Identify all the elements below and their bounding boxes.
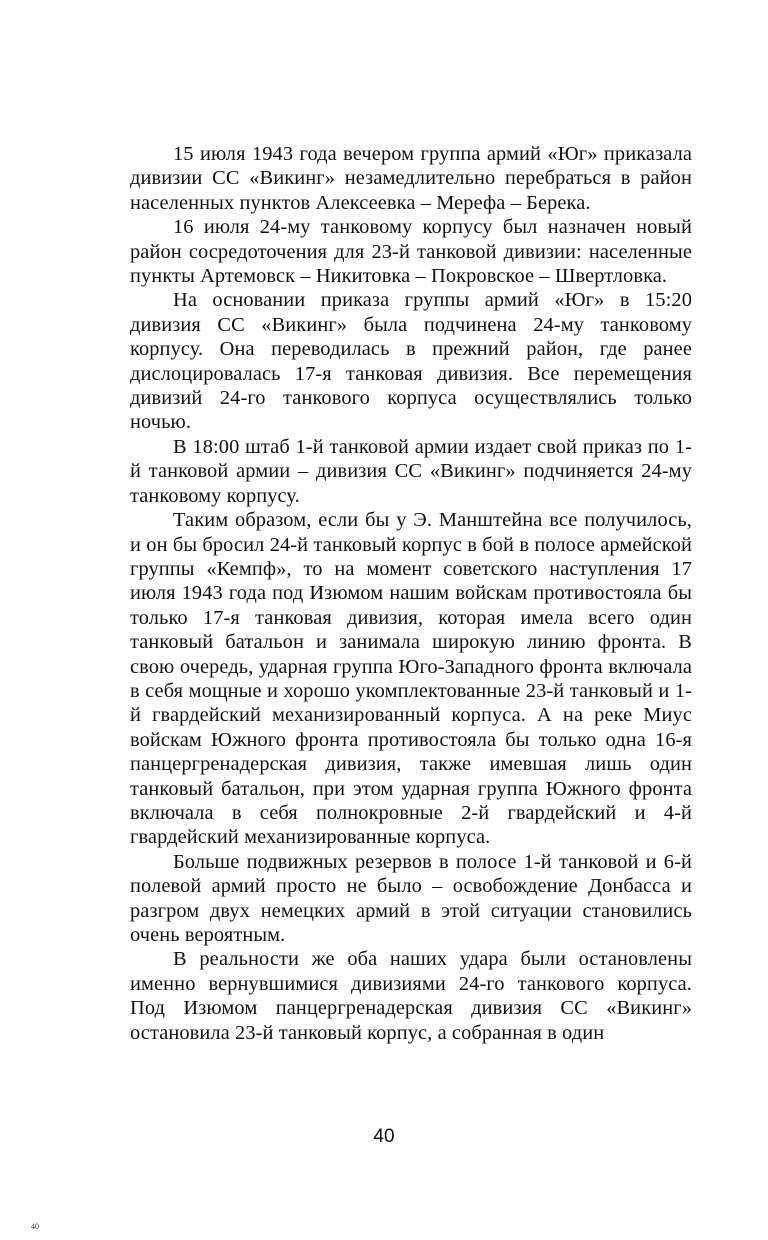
paragraph-6: Больше подвижных резервов в полосе 1-й танковой и 6-й полевой армий просто не было – освобождение Донбасса и разгром двух немецких армий в этой ситуации становились очень вероятным. (130, 850, 692, 946)
paragraph-2: 16 июля 24-му танковому корпусу был назначен новый район сосредоточения для 23-й танковой дивизии: населенные пункты Артемовск – Никитовка – Покровское – Швертловка. (130, 216, 692, 288)
paragraph-7: В реальности же оба наших удара были остановлены именно вернувшимися дивизиями 24-го танкового корпуса. Под Изюмом панцергренадерская дивизия СС «Викинг» остановила 23-й танковый корпус, а собранная в один (130, 948, 692, 1044)
paragraph-4: В 18:00 штаб 1-й танковой армии издает свой приказ по 1-й танковой армии – дивизия СС «Викинг» подчиняется 24-му танковому корпусу. (130, 435, 692, 507)
paragraph-1: 15 июля 1943 года вечером группа армий «Юг» приказала дивизии СС «Викинг» незамедлительно перебраться в район населенных пунктов Алексеевка – Мерефа – Берека. (130, 143, 692, 214)
corner-page-mark: 40 (31, 1222, 39, 1231)
page-number: 40 (373, 1126, 395, 1147)
body-text (130, 142, 692, 1045)
paragraph-5: Таким образом, если бы у Э. Манштейна все получилось, и он бы бросил 24-й танковый корпус в бой в полосе армейской группы «Кемпф», то на момент советского наступления 17 июля 1943 года под Изюмом нашим войскам противостояла бы только 17-я танковая дивизия, которая имела всего один танковый батальон и занимала широкую линию фронта. В свою очередь, ударная группа Юго-Западного фронта включала в себя мощные и хорошо укомплектованные 23-й танковый и 1-й гвардейский механизированный корпуса. А на реке Миус войскам Южного фронта противостояла бы только одна 16-я панцергренадерская дивизия, также имевшая лишь один танковый батальон, при этом ударная группа Южного фронта включала в себя полнокровные 2-й гвардейский и 4-й гвардейский механизированные корпуса. (130, 509, 692, 849)
paragraph-3: На основании приказа группы армий «Юг» в 15:20 дивизия СС «Викинг» была подчинена 24-му танковому корпусу. Она переводилась в прежний район, где ранее дислоцировалась 17-я танковая дивизия. Все перемещения дивизий 24-го танкового корпуса осуществлялись только ночью. (130, 289, 692, 434)
